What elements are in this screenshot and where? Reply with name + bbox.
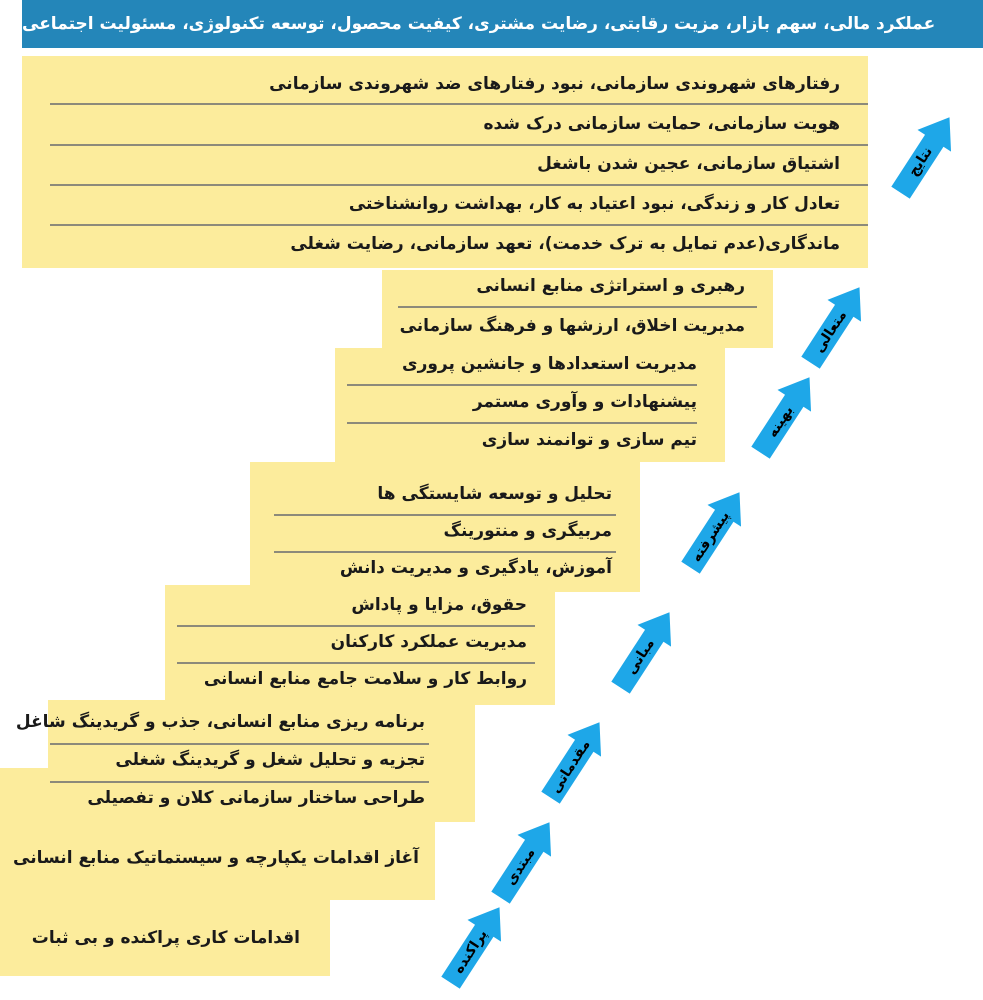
results-item-3: اشتیاق سازمانی، عجین شدن باشغل (537, 154, 840, 174)
separator (274, 514, 616, 516)
block-fundamentals (165, 585, 555, 705)
optimal-item-1: مدیریت استعدادها و جانشین پروری (402, 354, 697, 374)
separator (347, 384, 697, 386)
preliminary-item-2: تجزیه و تحلیل شغل و گریدینگ شغلی (115, 750, 425, 770)
results-item-1: رفتارهای شهروندی سازمانی، نبود رفتارهای ضد شهروندی سازمانی (269, 74, 840, 94)
arrow-label-fundamentals: مبانی (623, 635, 658, 678)
block-beginner (0, 822, 435, 900)
separator (50, 103, 868, 105)
header-title: عملکرد مالی، سهم بازار، مزیت رقابتی، رضایت مشتری، کیفیت محصول، توسعه تکنولوژی، مسئولیت اجتماعی (22, 14, 936, 34)
block-scattered (0, 900, 330, 976)
preliminary-rows (15, 700, 475, 822)
arrow-fundamentals (604, 601, 687, 698)
fundamentals-item-2: مدیریت عملکرد کارکنان (330, 632, 527, 652)
separator (50, 224, 868, 226)
arrow-advanced (674, 481, 757, 578)
arrow-label-excellent: متعالی (811, 307, 851, 356)
arrow-excellent (794, 276, 877, 373)
arrow-optimal (744, 366, 827, 463)
arrow-label-optimal: بهینه (764, 402, 797, 441)
results-item-4: تعادل کار و زندگی، نبود اعتیاد به کار، بهداشت روانشناختی (348, 194, 840, 214)
separator (50, 743, 429, 745)
fundamentals-item-1: حقوق، مزایا و پاداش (351, 595, 527, 615)
separator (274, 551, 616, 553)
excellent-item-1: رهبری و استراتژی منابع انسانی (476, 276, 745, 296)
arrow-beginner (484, 811, 567, 908)
block-advanced (250, 462, 640, 592)
advanced-item-1: تحلیل و توسعه شایستگی ها (377, 484, 612, 504)
separator (50, 184, 868, 186)
block-results (22, 56, 868, 268)
arrow-results (884, 106, 967, 203)
arrow-label-beginner: مبتدی (502, 845, 539, 889)
optimal-item-3: تیم سازی و توانمند سازی (481, 430, 697, 450)
arrow-scattered (434, 896, 517, 993)
advanced-item-3: آموزش، یادگیری و مدیریت دانش (339, 558, 612, 578)
arrow-label-preliminary: مقدماتی (547, 737, 594, 797)
arrow-label-results: نتایج (905, 144, 936, 180)
separator (177, 625, 535, 627)
results-item-5: ماندگاری(عدم تمایل به ترک خدمت)، تعهد سازمانی، رضایت شغلی (290, 234, 840, 254)
results-item-2: هویت سازمانی، حمایت سازمانی درک شده (483, 114, 840, 134)
block-excellent (382, 270, 773, 348)
preliminary-item-3: طراحی ساختار سازمانی کلان و تفصیلی (87, 788, 425, 808)
block-optimal (335, 348, 725, 462)
preliminary-item-1: برنامه ریزی منابع انسانی، جذب و گریدینگ شاغل (15, 712, 425, 732)
scattered-item-1: اقدامات کاری پراکنده و بی ثبات (31, 928, 300, 948)
arrow-preliminary (534, 711, 617, 808)
header-outcomes-bar (22, 0, 983, 48)
separator (50, 781, 429, 783)
separator (177, 662, 535, 664)
arrow-label-scattered: پراکنده (450, 926, 491, 977)
separator (50, 144, 868, 146)
separator (347, 422, 697, 424)
separator (398, 306, 757, 308)
excellent-item-2: مدیریت اخلاق، ارزشها و فرهنگ سازمانی (399, 316, 745, 336)
arrow-label-advanced: پیشرفته (688, 508, 733, 566)
beginner-item-1: آغاز اقدامات یکپارچه و سیستماتیک منابع انسانی (13, 848, 419, 868)
fundamentals-item-3: روابط کار و سلامت جامع منابع انسانی (203, 669, 527, 689)
optimal-item-2: پیشنهادات و وآوری مستمر (472, 392, 697, 412)
advanced-item-2: مربیگری و منتورینگ (443, 521, 612, 541)
